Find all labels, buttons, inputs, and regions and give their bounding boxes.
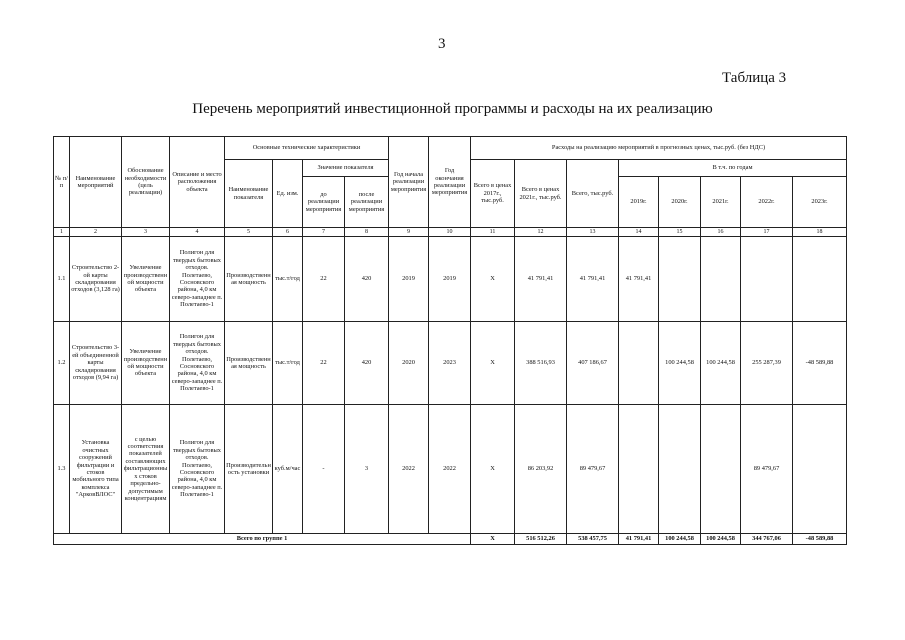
header-end-year: Год окончания реализации мероприятия <box>429 137 471 228</box>
header-num: № п/п <box>54 137 70 228</box>
table-row <box>54 237 847 322</box>
row-before: 22 <box>303 237 345 322</box>
row-total-2017: Х <box>471 405 515 534</box>
row-total-2017: Х <box>471 237 515 322</box>
table-row <box>54 405 847 534</box>
column-number: 3 <box>122 228 170 237</box>
header-total-2017: Всего в ценах 2017г., тыс.руб. <box>471 160 515 228</box>
column-number: 12 <box>515 228 567 237</box>
column-number: 1 <box>54 228 70 237</box>
row-total-2021: 388 516,93 <box>515 322 567 405</box>
row-2021 <box>701 237 741 322</box>
total-2019: 41 791,41 <box>619 534 659 545</box>
row-after: 3 <box>345 405 389 534</box>
total-sum: 538 457,75 <box>567 534 619 545</box>
column-number: 17 <box>741 228 793 237</box>
row-unit: куб.м/час <box>273 405 303 534</box>
row-2020 <box>659 237 701 322</box>
column-number: 2 <box>70 228 122 237</box>
row-total-2021: 41 791,41 <box>515 237 567 322</box>
row-indicator: Производительность установки <box>225 405 273 534</box>
row-description: Полигон для твердых бытовых отходов. Полетаево, Сосновского района, 4,0 км северо-западнее п. Полетаево-1 <box>170 405 225 534</box>
column-number: 13 <box>567 228 619 237</box>
total-row <box>54 534 847 545</box>
total-label: Всего по группе 1 <box>54 534 471 545</box>
total-2021: 516 512,26 <box>515 534 567 545</box>
header-reason: Обоснование необходимости (цель реализации) <box>122 137 170 228</box>
total-2020: 100 244,58 <box>659 534 701 545</box>
row-indicator: Производственная мощность <box>225 237 273 322</box>
column-number: 9 <box>389 228 429 237</box>
column-number: 4 <box>170 228 225 237</box>
row-2019: 41 791,41 <box>619 237 659 322</box>
row-total-2021: 86 203,92 <box>515 405 567 534</box>
document-title: Перечень мероприятий инвестиционной программы и расходы на их реализацию <box>192 101 713 117</box>
total-2023: -48 589,88 <box>793 534 847 545</box>
row-num: 1.3 <box>54 405 70 534</box>
header-by-years: В т.ч. по годам <box>619 160 847 177</box>
header-value: Значение показателя <box>303 160 389 177</box>
column-number: 8 <box>345 228 389 237</box>
row-2021: 100 244,58 <box>701 322 741 405</box>
row-num: 1.2 <box>54 322 70 405</box>
column-numbers-row <box>54 228 847 237</box>
column-number: 11 <box>471 228 515 237</box>
row-indicator: Производственная мощность <box>225 322 273 405</box>
row-unit: тыс.т/год <box>273 322 303 405</box>
header-name: Наименование мероприятий <box>70 137 122 228</box>
row-total: 41 791,41 <box>567 237 619 322</box>
row-total: 89 479,67 <box>567 405 619 534</box>
column-number: 14 <box>619 228 659 237</box>
column-number: 6 <box>273 228 303 237</box>
header-start-year: Год начала реализации мероприятия <box>389 137 429 228</box>
header-year-2022: 2022г. <box>741 177 793 228</box>
row-start: 2019 <box>389 237 429 322</box>
row-num: 1.1 <box>54 237 70 322</box>
row-end: 2022 <box>429 405 471 534</box>
header-year-2023: 2023г. <box>793 177 847 228</box>
total-2021-year: 100 244,58 <box>701 534 741 545</box>
row-description: Полигон для твердых бытовых отходов. Полетаево, Сосновского района, 4,0 км северо-западнее п. Полетаево-1 <box>170 237 225 322</box>
row-2020 <box>659 405 701 534</box>
row-unit: тыс.т/год <box>273 237 303 322</box>
row-2019 <box>619 322 659 405</box>
row-before: - <box>303 405 345 534</box>
row-reason: Увеличение производственной мощности объекта <box>122 237 170 322</box>
row-end: 2023 <box>429 322 471 405</box>
header-year-2021: 2021г. <box>701 177 741 228</box>
row-total-2017: Х <box>471 322 515 405</box>
row-name: Установка очистных сооружений фильтрации и стоков мобильного типа комплекса "АрковВЛОС" <box>70 405 122 534</box>
investment-table <box>53 136 847 545</box>
header-value-before: до реализации мероприятия <box>303 177 345 228</box>
row-description: Полигон для твердых бытовых отходов. Полетаево, Сосновского района, 4,0 км северо-западнее п. Полетаево-1 <box>170 322 225 405</box>
table-row <box>54 322 847 405</box>
row-name: Строительство 3-ей объединенной карты складирования отходов (9,94 га) <box>70 322 122 405</box>
column-number: 7 <box>303 228 345 237</box>
row-start: 2020 <box>389 322 429 405</box>
header-value-after: после реализации мероприятия <box>345 177 389 228</box>
row-name: Строительство 2-ой карты складирования отходов (3,128 га) <box>70 237 122 322</box>
column-number: 16 <box>701 228 741 237</box>
row-before: 22 <box>303 322 345 405</box>
column-number: 5 <box>225 228 273 237</box>
column-number: 15 <box>659 228 701 237</box>
row-2020: 100 244,58 <box>659 322 701 405</box>
total-2017: Х <box>471 534 515 545</box>
header-costs: Расходы на реализацию мероприятий в прогнозных ценах, тыс.руб. (без НДС) <box>471 137 847 160</box>
row-2021 <box>701 405 741 534</box>
row-2022: 255 287,39 <box>741 322 793 405</box>
row-2022: 89 479,67 <box>741 405 793 534</box>
page-number: 3 <box>438 36 446 52</box>
row-reason: с целью соответствия показателей составляющих фильтрационных стоков предельно-допустимым концентрациям <box>122 405 170 534</box>
row-end: 2019 <box>429 237 471 322</box>
row-2023: -48 589,88 <box>793 322 847 405</box>
header-unit: Ед. изм. <box>273 160 303 228</box>
header-year-2019: 2019г. <box>619 177 659 228</box>
column-number: 10 <box>429 228 471 237</box>
row-after: 420 <box>345 322 389 405</box>
row-2023 <box>793 237 847 322</box>
header-tech: Основные технические характеристики <box>225 137 389 160</box>
header-description: Описание и место расположения объекта <box>170 137 225 228</box>
row-2022 <box>741 237 793 322</box>
row-2019 <box>619 405 659 534</box>
row-start: 2022 <box>389 405 429 534</box>
row-total: 407 186,67 <box>567 322 619 405</box>
header-year-2020: 2020г. <box>659 177 701 228</box>
total-2022: 344 767,06 <box>741 534 793 545</box>
header-total: Всего, тыс.руб. <box>567 160 619 228</box>
row-reason: Увеличение производственной мощности объекта <box>122 322 170 405</box>
column-number: 18 <box>793 228 847 237</box>
table-label: Таблица 3 <box>722 70 787 86</box>
row-after: 420 <box>345 237 389 322</box>
row-2023 <box>793 405 847 534</box>
header-total-2021: Всего в ценах 2021г., тыс.руб. <box>515 160 567 228</box>
header-indicator-name: Наименование показателя <box>225 160 273 228</box>
